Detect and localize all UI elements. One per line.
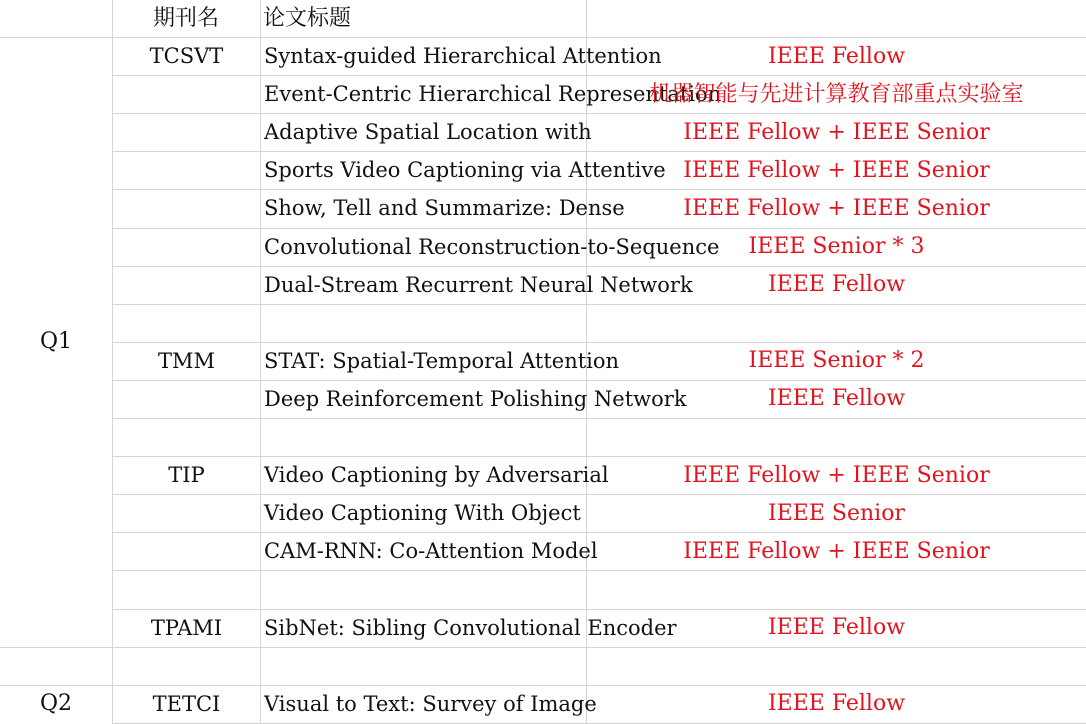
title-cell-text: Deep Reinforcement Polishing Network	[264, 386, 687, 411]
title-cell[interactable]	[261, 190, 625, 227]
title-cell[interactable]	[261, 533, 598, 570]
journal-cell[interactable]	[113, 190, 260, 227]
journal-cell[interactable]	[113, 495, 260, 532]
title-cell[interactable]	[261, 38, 662, 75]
note-cell[interactable]	[587, 381, 1086, 418]
note-cell-text: IEEE Fellow + IEEE Senior	[683, 538, 990, 564]
header-journal-text: 期刊名	[152, 5, 219, 31]
journal-cell[interactable]	[113, 152, 260, 189]
note-cell[interactable]	[587, 229, 1086, 266]
journal-cell[interactable]	[113, 457, 260, 494]
quartile-q2-text: Q2	[39, 690, 73, 716]
title-cell[interactable]	[261, 610, 677, 647]
title-cell[interactable]	[261, 267, 693, 304]
journal-cell[interactable]	[113, 343, 260, 380]
note-cell-text: 机器智能与先进计算教育部重点实验室	[649, 81, 1024, 107]
title-cell-text: Dual-Stream Recurrent Neural Network	[264, 272, 693, 297]
title-cell[interactable]	[261, 457, 609, 494]
journal-cell-text: TCSVT	[149, 44, 224, 69]
title-cell[interactable]	[261, 305, 586, 342]
note-cell-text: IEEE Fellow	[767, 272, 906, 298]
journal-cell[interactable]	[113, 419, 260, 456]
journal-cell[interactable]	[113, 648, 260, 685]
journal-cell[interactable]	[113, 76, 260, 113]
title-cell[interactable]	[261, 152, 666, 189]
note-cell[interactable]	[587, 267, 1086, 304]
note-cell-text: IEEE Senior * 2	[748, 348, 925, 374]
title-cell[interactable]	[261, 343, 620, 380]
title-cell[interactable]	[261, 419, 586, 456]
header-title[interactable]	[260, 0, 586, 37]
note-cell-text: IEEE Fellow	[767, 43, 906, 69]
note-cell[interactable]	[587, 419, 1086, 456]
note-cell[interactable]	[587, 152, 1086, 189]
note-cell[interactable]	[587, 533, 1086, 570]
header-title-text: 论文标题	[263, 5, 352, 31]
title-cell[interactable]	[261, 381, 687, 418]
note-cell[interactable]	[587, 571, 1086, 608]
note-cell-text: IEEE Senior * 3	[748, 234, 925, 260]
title-cell-text: Event-Centric Hierarchical Representation	[264, 82, 722, 107]
journal-cell[interactable]	[113, 305, 260, 342]
journal-cell[interactable]	[113, 533, 260, 570]
title-cell-text: Visual to Text: Survey of Image	[264, 691, 597, 716]
title-cell[interactable]	[261, 114, 592, 151]
note-cell[interactable]	[587, 610, 1086, 647]
title-cell[interactable]	[261, 686, 597, 723]
title-cell[interactable]	[261, 495, 586, 532]
title-cell-text: Convolutional Reconstruction-to-Sequence	[264, 234, 720, 259]
note-cell[interactable]	[587, 648, 1086, 685]
note-cell-text: IEEE Fellow	[767, 615, 906, 641]
journal-cell[interactable]	[113, 571, 260, 608]
title-cell-text: Show, Tell and Summarize: Dense	[264, 196, 625, 221]
note-cell-text: IEEE Fellow	[767, 691, 906, 717]
title-cell-text: STAT: Spatial-Temporal Attention	[264, 348, 620, 373]
note-cell[interactable]	[587, 457, 1086, 494]
journal-cell-text: TETCI	[152, 691, 221, 716]
journal-cell-text: TPAMI	[150, 615, 223, 640]
journal-cell-text: TIP	[168, 463, 205, 488]
title-cell[interactable]	[261, 571, 586, 608]
quartile-q1-text: Q1	[39, 328, 73, 354]
note-cell[interactable]	[587, 38, 1086, 75]
journal-cell-text: TMM	[157, 348, 215, 373]
note-cell[interactable]	[587, 495, 1086, 532]
note-cell[interactable]	[587, 305, 1086, 342]
note-cell[interactable]	[587, 76, 1086, 113]
title-cell-text: CAM-RNN: Co-Attention Model	[264, 539, 598, 564]
note-cell[interactable]	[587, 686, 1086, 723]
note-cell-text: IEEE Fellow + IEEE Senior	[683, 462, 990, 488]
title-cell-text: Sports Video Captioning via Attentive	[264, 158, 666, 183]
title-cell[interactable]	[261, 648, 586, 685]
note-cell[interactable]	[587, 114, 1086, 151]
journal-cell[interactable]	[113, 38, 260, 75]
note-cell-text: IEEE Fellow + IEEE Senior	[683, 157, 990, 183]
title-cell[interactable]	[261, 76, 722, 113]
title-cell-text: Video Captioning With Object	[264, 501, 581, 526]
title-cell-text: SibNet: Sibling Convolutional Encoder	[264, 615, 677, 640]
journal-cell[interactable]	[113, 229, 260, 266]
note-cell-text: IEEE Fellow + IEEE Senior	[683, 119, 990, 145]
note-cell-text: IEEE Senior	[768, 500, 905, 526]
quartile-q2[interactable]	[0, 685, 112, 723]
title-cell-text: Video Captioning by Adversarial	[264, 463, 609, 488]
title-cell[interactable]	[261, 229, 720, 266]
header-journal[interactable]	[112, 0, 260, 37]
note-cell-text: IEEE Fellow	[767, 386, 906, 412]
title-cell-text: Syntax-guided Hierarchical Attention	[264, 44, 662, 69]
journal-cell[interactable]	[113, 610, 260, 647]
quartile-q1[interactable]	[0, 37, 112, 647]
note-cell-text: IEEE Fellow + IEEE Senior	[683, 195, 990, 221]
journal-cell[interactable]	[113, 267, 260, 304]
note-cell[interactable]	[587, 343, 1086, 380]
journal-cell[interactable]	[113, 381, 260, 418]
note-cell[interactable]	[587, 190, 1086, 227]
title-cell-text: Adaptive Spatial Location with	[264, 120, 592, 145]
journal-cell[interactable]	[113, 114, 260, 151]
journal-cell[interactable]	[113, 686, 260, 723]
